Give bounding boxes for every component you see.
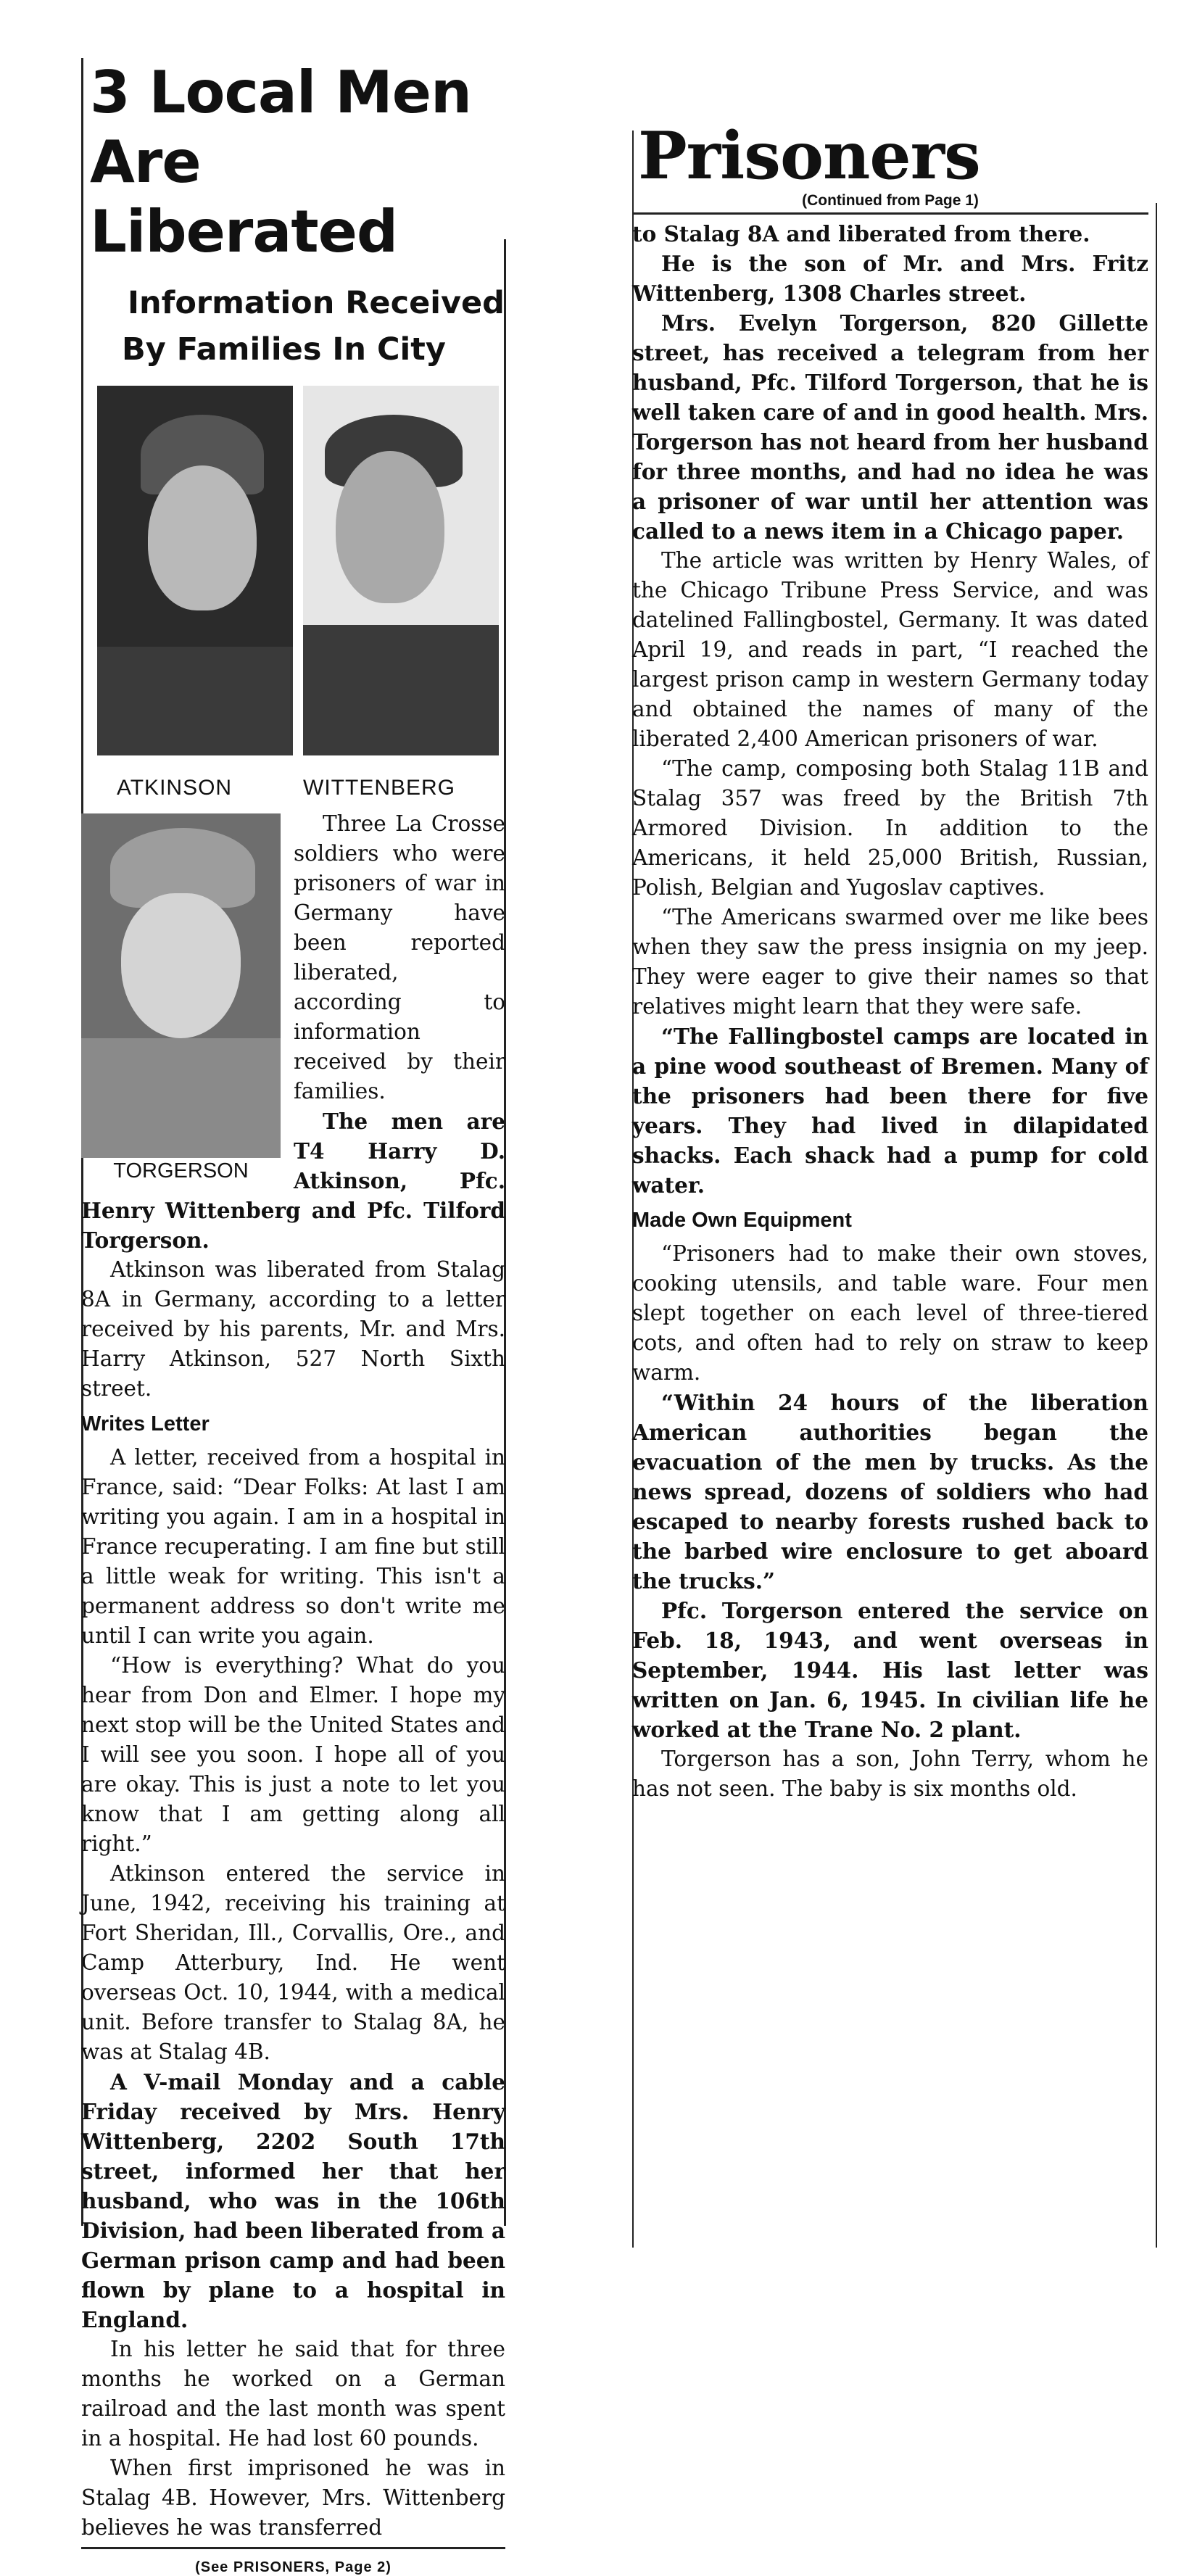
caption-wittenberg: WITTENBERG: [303, 776, 456, 800]
paragraph-r10: Pfc. Torgerson entered the service on Feb. 18, 1943, and went overseas in September, 1944. His last letter was written on Jan. 6, 1945. In civilian life he worked at the Trane No. 2 plant.: [632, 1598, 1148, 1742]
paragraph-vmail: A V-mail Monday and a cable Friday received by Mrs. Henry Wittenberg, 2202 South 17th street, informed her that her husband, who was in the 106th Division, had been liberated from a German prison camp and had been flown by plane to a hospital in England.: [81, 2069, 505, 2332]
paragraph-entered: Atkinson entered the service in June, 1942, receiving his training at Fort Sheridan, Ill., Corvallis, Ore., and Camp Atterbury, Ind. He went overseas Oct. 10, 1944, with a medical unit. Before transfer to Stalag 8A, he was at Stalag 4B.: [81, 1861, 505, 2064]
subheadline-line-2: By Families In City: [122, 331, 446, 368]
paragraph-first-imprisoned: When first imprisoned he was in Stalag 4B. However, Mrs. Wittenberg believes he was transferred: [81, 2456, 505, 2540]
headline-line-2: Are Liberated: [90, 128, 398, 265]
right-article: [632, 117, 1148, 1804]
photo-row: [97, 386, 505, 755]
continued-from: (Continued from Page 1): [802, 192, 979, 209]
paragraph-men: The men are T4 Harry D. Atkinson, Pfc. Henry Wittenberg and Pfc. Tilford Torgerson.: [81, 1109, 505, 1253]
continuation-headline: Prisoners: [638, 117, 980, 194]
paragraph-r1: to Stalag 8A and liberated from there.: [632, 221, 1090, 247]
paragraph-r8: “Prisoners had to make their own stoves, cooking utensils, and table ware. Four men slept together on each level of three-tiered cots, and often had to rely on straw to keep warm.: [632, 1241, 1148, 1385]
right-column-rule-right: [1156, 203, 1157, 2248]
continuation-rule: [632, 212, 1148, 215]
paragraph-atkinson: Atkinson was liberated from Stalag 8A in Germany, according to a letter received by his parents, Mr. and Mrs. Harry Atkinson, 527 North Sixth street.: [81, 1257, 505, 1401]
caption-atkinson: ATKINSON: [116, 776, 233, 800]
paragraph-letter: A letter, received from a hospital in France, said: “Dear Folks: At last I am writing you again. I am in a hospital in France recuperating. I am fine but still a little weak for writing. This isn't a permanent address so don't write me until I can write you again.: [81, 1445, 505, 1648]
wittenberg-photo: [303, 386, 499, 755]
torgerson-photo: [81, 813, 281, 1158]
section-made-own-equipment: Made Own Equipment: [632, 1209, 852, 1232]
paragraph-intro: Three La Crosse soldiers who were prisoners of war in Germany have been reported liberated, according to information received by their families.: [294, 811, 505, 1103]
paragraph-r3: Mrs. Evelyn Torgerson, 820 Gillette street, has received a telegram from her husband, Pfc. Tilford Torgerson, that he is well taken care of and in good health. Mrs. Torgerson has not heard from her husband for three months, and had no idea he was a prisoner of war until her attention was called to a news item in a Chicago paper.: [632, 310, 1148, 544]
photo-captions: [81, 776, 505, 800]
paragraph-r5: “The camp, composing both Stalag 11B and Stalag 357 was freed by the British 7th Armored Division. In addition to the Americans, it held 25,000 British, Russian, Polish, Belgian and Yugoslav captives.: [632, 756, 1148, 900]
torgerson-photo-block: [81, 813, 281, 1190]
section-writes-letter: Writes Letter: [81, 1412, 210, 1436]
caption-torgerson: TORGERSON: [113, 1159, 249, 1183]
paragraph-r4: The article was written by Henry Wales, of the Chicago Tribune Press Service, and was datelined Fallingbostel, Germany. It was dated April 19, and reads in part, “I reached the largest prison camp in western Germany today and obtained the names of many of the liberated 2,400 American prisoners of war.: [632, 548, 1148, 751]
paragraph-r7: “The Fallingbostel camps are located in a pine wood southeast of Bremen. Many of the prisoners had been there for five years. They had lived in dilapidated shacks. Each shack had a pump for cold water.: [632, 1024, 1148, 1198]
jump-line: (See PRISONERS, Page 2): [195, 2559, 392, 2575]
subheadline: [122, 280, 505, 373]
paragraph-r2: He is the son of Mr. and Mrs. Fritz Wittenberg, 1308 Charles street.: [632, 251, 1148, 306]
article-body: [81, 809, 505, 2576]
paragraph-r6: “The Americans swarmed over me like bees when they saw the press insignia on my jeep. They were eager to give their names so that relatives might learn that they were safe.: [632, 905, 1148, 1019]
paragraph-r11: Torgerson has a son, John Terry, whom he has not seen. The baby is six months old.: [632, 1747, 1148, 1801]
headline: [90, 58, 505, 267]
subheadline-line-1: Information Received: [128, 285, 505, 321]
paragraph-r9: “Within 24 hours of the liberation American authorities began the evacuation of the men by trucks. As the news spread, dozens of soldiers who had escaped to nearby forests rushed back to the barbed wire enclosure to get aboard the trucks.”: [632, 1390, 1148, 1594]
left-article: [81, 58, 505, 2576]
headline-line-1: 3 Local Men: [90, 59, 471, 126]
article-end-rule: [81, 2547, 505, 2549]
atkinson-photo: [97, 386, 293, 755]
paragraph-how: “How is everything? What do you hear from Don and Elmer. I hope my next stop will be the United States and I will see you soon. I hope all of you are okay. This is just a note to let you know that I am getting along all right.”: [81, 1653, 505, 1856]
paragraph-letter-2: In his letter he said that for three months he worked on a German railroad and the last month was spent in a hospital. He had lost 60 pounds.: [81, 2337, 505, 2451]
